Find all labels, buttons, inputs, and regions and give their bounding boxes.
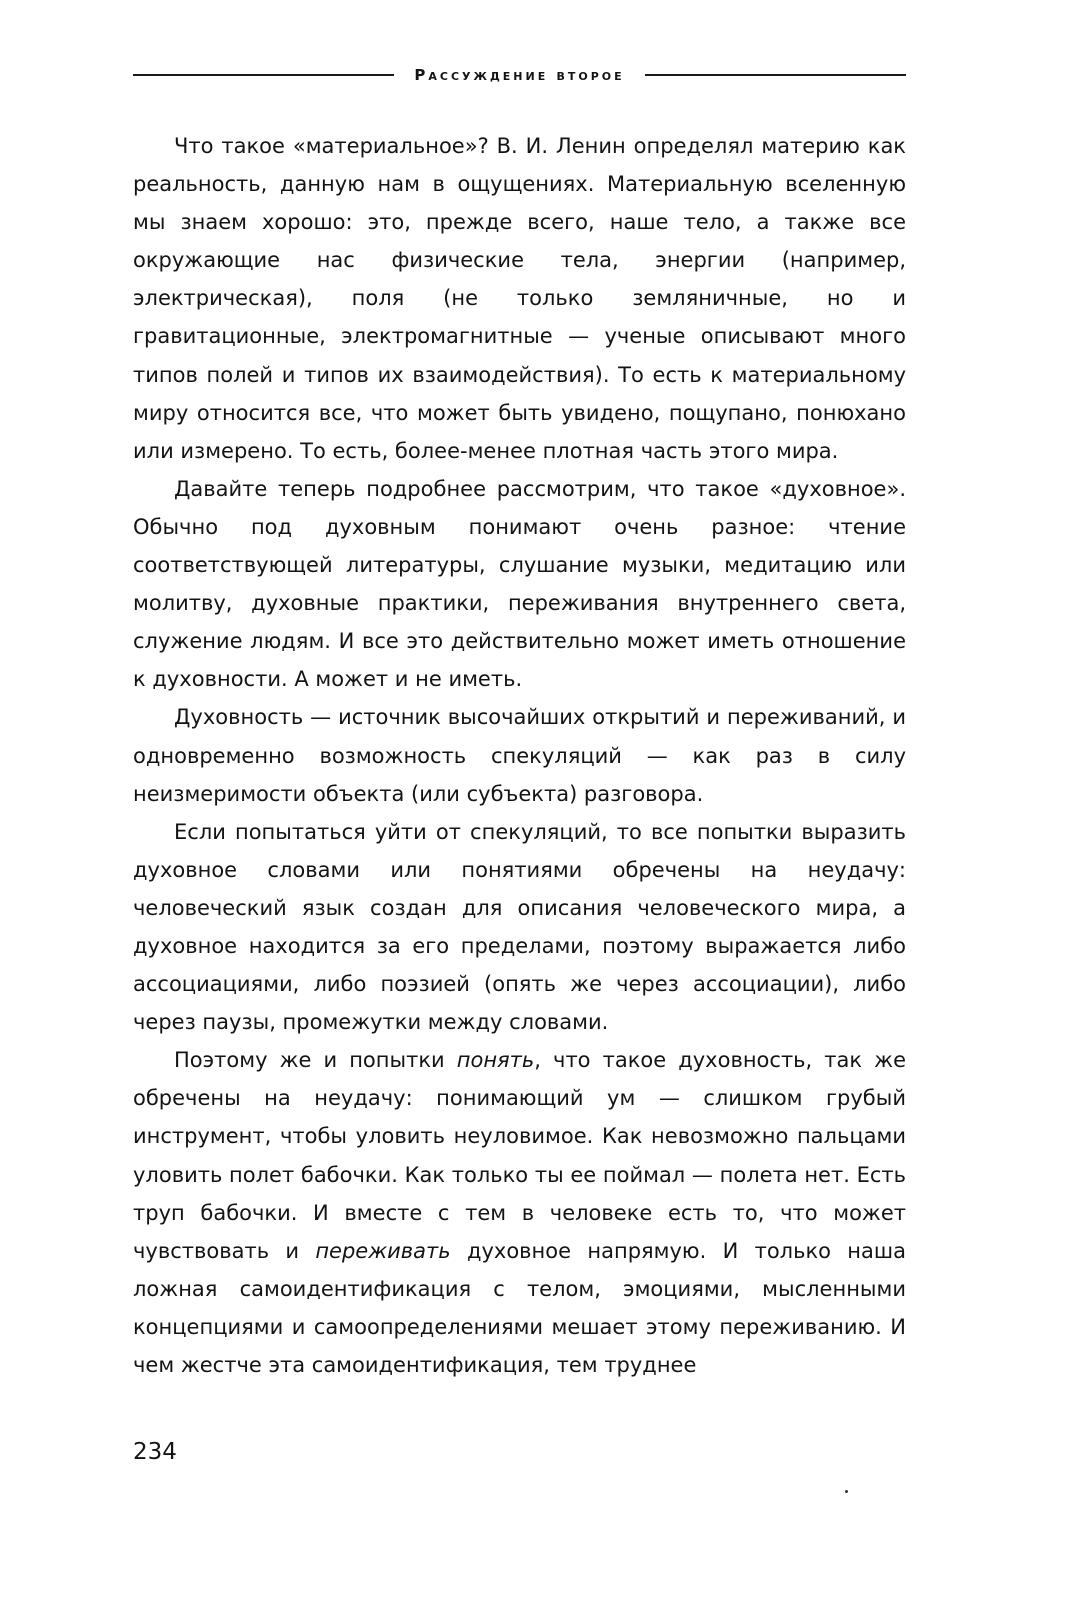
header-rule-left xyxy=(133,74,394,76)
paragraph: Духовность — источник высочайших открытий и переживаний, и одновременно возможность спекуляций — как раз в силу неизмеримости объекта (или субъекта) разговора. xyxy=(133,705,906,806)
paragraph: Давайте теперь подробнее рассмотрим, что такое «духовное». Обычно под духовным понимают очень разное: чтение соответствующей литературы, слушание музыки, медитацию или молитву, духовные практики, переживания внутреннего света, служение людям. И все это действительно может иметь отношение к духовности. А может и не иметь. xyxy=(133,476,906,692)
header-rule-right xyxy=(645,74,906,76)
emphasis: переживать xyxy=(315,1238,451,1263)
text-run: духовное напрямую. И только наша ложная самоидентификация с телом, эмоциями, мысленными концепциями и самоопределениями мешает этому переживанию. И чем жестче эта самоидентификация, тем труднее xyxy=(133,1238,906,1377)
page-number: 234 xyxy=(133,1439,177,1465)
paragraph: Что такое «материальное»? В. И. Ленин определял материю как реальность, данную нам в ощущениях. Материальную вселенную мы знаем хорошо: это, прежде всего, наше тело, а также все окружающие нас физические тела, энергии (например, электрическая), поля (не только земляничные, но и гравитационные, электромагнитные — ученые описывают много типов полей и типов их взаимодействия). То есть к материальному миру относится все, что может быть увидено, пощупано, понюхано или измерено. То есть, более-менее плотная часть этого мира. xyxy=(133,134,906,463)
text-run: Поэтому же и попытки xyxy=(174,1048,457,1073)
paragraph: Если попытаться уйти от спекуляций, то все попытки выразить духовное словами или понятиями обречены на неудачу: человеческий язык создан для описания человеческого мира, а духовное находится за его пределами, поэтому выражается либо ассоциациями, либо поэзией (опять же через ассоциации), либо через паузы, промежутки между словами. xyxy=(133,819,906,1035)
print-speck xyxy=(845,1490,848,1493)
paragraph xyxy=(133,1041,906,1384)
text-run: , что такое духовность, так же обречены на неудачу: понимающий ум — слишком грубый инструмент, чтобы уловить неуловимое. Как невозможно пальцами уловить полет бабочки. Как только ты ее поймал — полета нет. Есть труп бабочки. И вместе с тем в человеке есть то, что может чувствовать и xyxy=(133,1048,906,1263)
body-text xyxy=(133,127,906,1384)
running-title: Рассуждение второе xyxy=(414,66,625,84)
emphasis: понять xyxy=(456,1048,535,1073)
running-header xyxy=(133,62,906,88)
